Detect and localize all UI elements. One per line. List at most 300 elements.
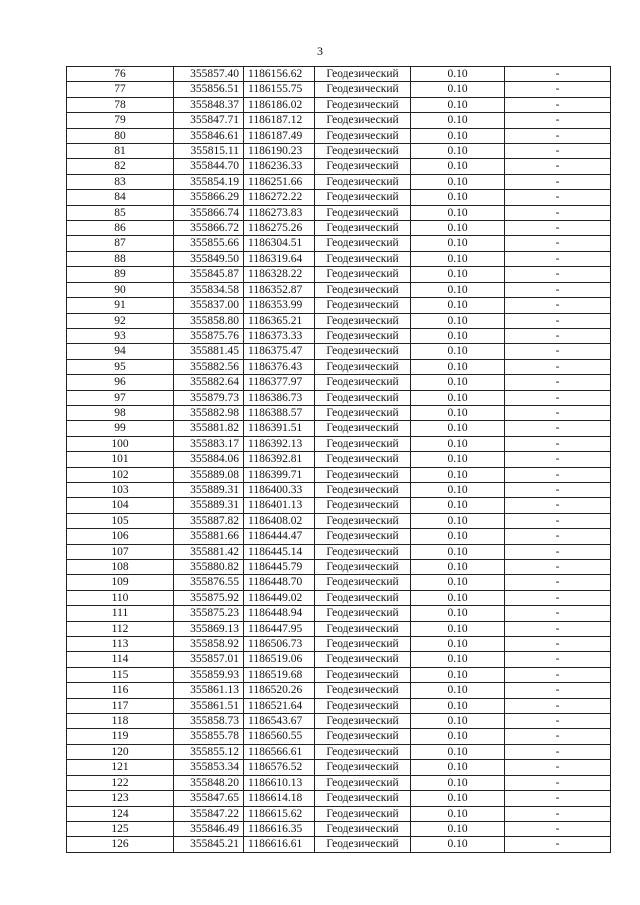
x-coordinate-cell: 355846.61 bbox=[174, 128, 244, 143]
accuracy-cell: 0.10 bbox=[411, 313, 505, 328]
x-coordinate-cell: 355861.51 bbox=[174, 698, 244, 713]
x-coordinate-cell: 355855.66 bbox=[174, 236, 244, 251]
x-coordinate-cell: 355846.49 bbox=[174, 821, 244, 836]
description-cell: - bbox=[505, 236, 611, 251]
table-row bbox=[67, 513, 611, 528]
point-number-cell: 105 bbox=[67, 513, 174, 528]
method-cell: Геодезический bbox=[315, 375, 411, 390]
point-number-cell: 119 bbox=[67, 729, 174, 744]
accuracy-cell: 0.10 bbox=[411, 190, 505, 205]
description-cell: - bbox=[505, 529, 611, 544]
description-cell: - bbox=[505, 359, 611, 374]
point-number-cell: 117 bbox=[67, 698, 174, 713]
description-cell: - bbox=[505, 405, 611, 420]
method-cell: Геодезический bbox=[315, 775, 411, 790]
x-coordinate-cell: 355881.42 bbox=[174, 544, 244, 559]
table-row bbox=[67, 544, 611, 559]
x-coordinate-cell: 355880.82 bbox=[174, 560, 244, 575]
x-coordinate-cell: 355881.45 bbox=[174, 344, 244, 359]
accuracy-cell: 0.10 bbox=[411, 221, 505, 236]
point-number-cell: 78 bbox=[67, 97, 174, 112]
y-coordinate-cell: 1186373.33 bbox=[244, 328, 315, 343]
table-row bbox=[67, 405, 611, 420]
table-row bbox=[67, 375, 611, 390]
point-number-cell: 104 bbox=[67, 498, 174, 513]
method-cell: Геодезический bbox=[315, 359, 411, 374]
method-cell: Геодезический bbox=[315, 267, 411, 282]
table-row bbox=[67, 159, 611, 174]
description-cell: - bbox=[505, 174, 611, 189]
x-coordinate-cell: 355866.29 bbox=[174, 190, 244, 205]
description-cell: - bbox=[505, 760, 611, 775]
coordinates-table-container bbox=[66, 66, 610, 853]
description-cell: - bbox=[505, 159, 611, 174]
accuracy-cell: 0.10 bbox=[411, 467, 505, 482]
table-row bbox=[67, 436, 611, 451]
point-number-cell: 96 bbox=[67, 375, 174, 390]
table-row bbox=[67, 282, 611, 297]
y-coordinate-cell: 1186560.55 bbox=[244, 729, 315, 744]
point-number-cell: 79 bbox=[67, 113, 174, 128]
y-coordinate-cell: 1186155.75 bbox=[244, 82, 315, 97]
accuracy-cell: 0.10 bbox=[411, 714, 505, 729]
description-cell: - bbox=[505, 452, 611, 467]
point-number-cell: 89 bbox=[67, 267, 174, 282]
method-cell: Геодезический bbox=[315, 575, 411, 590]
table-row bbox=[67, 390, 611, 405]
description-cell: - bbox=[505, 144, 611, 159]
x-coordinate-cell: 355882.56 bbox=[174, 359, 244, 374]
description-cell: - bbox=[505, 560, 611, 575]
accuracy-cell: 0.10 bbox=[411, 251, 505, 266]
y-coordinate-cell: 1186156.62 bbox=[244, 67, 315, 82]
method-cell: Геодезический bbox=[315, 159, 411, 174]
description-cell: - bbox=[505, 282, 611, 297]
description-cell: - bbox=[505, 128, 611, 143]
accuracy-cell: 0.10 bbox=[411, 97, 505, 112]
point-number-cell: 82 bbox=[67, 159, 174, 174]
accuracy-cell: 0.10 bbox=[411, 421, 505, 436]
x-coordinate-cell: 355858.80 bbox=[174, 313, 244, 328]
method-cell: Геодезический bbox=[315, 544, 411, 559]
x-coordinate-cell: 355847.22 bbox=[174, 806, 244, 821]
description-cell: - bbox=[505, 390, 611, 405]
method-cell: Геодезический bbox=[315, 405, 411, 420]
method-cell: Геодезический bbox=[315, 529, 411, 544]
point-number-cell: 90 bbox=[67, 282, 174, 297]
x-coordinate-cell: 355866.74 bbox=[174, 205, 244, 220]
table-row bbox=[67, 452, 611, 467]
method-cell: Геодезический bbox=[315, 806, 411, 821]
accuracy-cell: 0.10 bbox=[411, 498, 505, 513]
accuracy-cell: 0.10 bbox=[411, 590, 505, 605]
y-coordinate-cell: 1186519.06 bbox=[244, 652, 315, 667]
accuracy-cell: 0.10 bbox=[411, 821, 505, 836]
accuracy-cell: 0.10 bbox=[411, 575, 505, 590]
table-row bbox=[67, 128, 611, 143]
y-coordinate-cell: 1186365.21 bbox=[244, 313, 315, 328]
point-number-cell: 121 bbox=[67, 760, 174, 775]
accuracy-cell: 0.10 bbox=[411, 344, 505, 359]
method-cell: Геодезический bbox=[315, 513, 411, 528]
point-number-cell: 100 bbox=[67, 436, 174, 451]
table-row bbox=[67, 560, 611, 575]
description-cell: - bbox=[505, 67, 611, 82]
point-number-cell: 95 bbox=[67, 359, 174, 374]
x-coordinate-cell: 355856.51 bbox=[174, 82, 244, 97]
description-cell: - bbox=[505, 267, 611, 282]
accuracy-cell: 0.10 bbox=[411, 698, 505, 713]
method-cell: Геодезический bbox=[315, 282, 411, 297]
point-number-cell: 80 bbox=[67, 128, 174, 143]
y-coordinate-cell: 1186615.62 bbox=[244, 806, 315, 821]
description-cell: - bbox=[505, 683, 611, 698]
y-coordinate-cell: 1186400.33 bbox=[244, 482, 315, 497]
y-coordinate-cell: 1186391.51 bbox=[244, 421, 315, 436]
method-cell: Геодезический bbox=[315, 606, 411, 621]
y-coordinate-cell: 1186521.64 bbox=[244, 698, 315, 713]
method-cell: Геодезический bbox=[315, 97, 411, 112]
description-cell: - bbox=[505, 467, 611, 482]
x-coordinate-cell: 355879.73 bbox=[174, 390, 244, 405]
x-coordinate-cell: 355848.37 bbox=[174, 97, 244, 112]
description-cell: - bbox=[505, 652, 611, 667]
x-coordinate-cell: 355855.78 bbox=[174, 729, 244, 744]
y-coordinate-cell: 1186448.94 bbox=[244, 606, 315, 621]
y-coordinate-cell: 1186543.67 bbox=[244, 714, 315, 729]
table-row bbox=[67, 498, 611, 513]
method-cell: Геодезический bbox=[315, 190, 411, 205]
point-number-cell: 118 bbox=[67, 714, 174, 729]
accuracy-cell: 0.10 bbox=[411, 482, 505, 497]
description-cell: - bbox=[505, 344, 611, 359]
method-cell: Геодезический bbox=[315, 729, 411, 744]
coordinates-table bbox=[66, 66, 611, 853]
method-cell: Геодезический bbox=[315, 683, 411, 698]
point-number-cell: 101 bbox=[67, 452, 174, 467]
y-coordinate-cell: 1186377.97 bbox=[244, 375, 315, 390]
table-row bbox=[67, 590, 611, 605]
x-coordinate-cell: 355876.55 bbox=[174, 575, 244, 590]
y-coordinate-cell: 1186444.47 bbox=[244, 529, 315, 544]
accuracy-cell: 0.10 bbox=[411, 405, 505, 420]
x-coordinate-cell: 355845.87 bbox=[174, 267, 244, 282]
accuracy-cell: 0.10 bbox=[411, 390, 505, 405]
table-row bbox=[67, 421, 611, 436]
y-coordinate-cell: 1186386.73 bbox=[244, 390, 315, 405]
point-number-cell: 93 bbox=[67, 328, 174, 343]
y-coordinate-cell: 1186190.23 bbox=[244, 144, 315, 159]
description-cell: - bbox=[505, 482, 611, 497]
coordinates-table-body bbox=[67, 67, 611, 853]
point-number-cell: 81 bbox=[67, 144, 174, 159]
method-cell: Геодезический bbox=[315, 128, 411, 143]
method-cell: Геодезический bbox=[315, 560, 411, 575]
x-coordinate-cell: 355875.92 bbox=[174, 590, 244, 605]
y-coordinate-cell: 1186392.81 bbox=[244, 452, 315, 467]
method-cell: Геодезический bbox=[315, 637, 411, 652]
table-row bbox=[67, 729, 611, 744]
method-cell: Геодезический bbox=[315, 251, 411, 266]
accuracy-cell: 0.10 bbox=[411, 267, 505, 282]
description-cell: - bbox=[505, 421, 611, 436]
method-cell: Геодезический bbox=[315, 144, 411, 159]
point-number-cell: 113 bbox=[67, 637, 174, 652]
point-number-cell: 83 bbox=[67, 174, 174, 189]
description-cell: - bbox=[505, 744, 611, 759]
x-coordinate-cell: 355875.76 bbox=[174, 328, 244, 343]
table-row bbox=[67, 174, 611, 189]
accuracy-cell: 0.10 bbox=[411, 683, 505, 698]
x-coordinate-cell: 355889.31 bbox=[174, 498, 244, 513]
x-coordinate-cell: 355847.65 bbox=[174, 791, 244, 806]
method-cell: Геодезический bbox=[315, 344, 411, 359]
point-number-cell: 77 bbox=[67, 82, 174, 97]
description-cell: - bbox=[505, 97, 611, 112]
table-row bbox=[67, 221, 611, 236]
y-coordinate-cell: 1186506.73 bbox=[244, 637, 315, 652]
x-coordinate-cell: 355845.21 bbox=[174, 837, 244, 852]
point-number-cell: 108 bbox=[67, 560, 174, 575]
table-row bbox=[67, 144, 611, 159]
table-row bbox=[67, 760, 611, 775]
table-row bbox=[67, 482, 611, 497]
y-coordinate-cell: 1186566.61 bbox=[244, 744, 315, 759]
table-row bbox=[67, 190, 611, 205]
table-row bbox=[67, 806, 611, 821]
y-coordinate-cell: 1186616.61 bbox=[244, 837, 315, 852]
method-cell: Геодезический bbox=[315, 82, 411, 97]
method-cell: Геодезический bbox=[315, 421, 411, 436]
y-coordinate-cell: 1186353.99 bbox=[244, 298, 315, 313]
point-number-cell: 126 bbox=[67, 837, 174, 852]
point-number-cell: 103 bbox=[67, 482, 174, 497]
point-number-cell: 125 bbox=[67, 821, 174, 836]
table-row bbox=[67, 837, 611, 852]
x-coordinate-cell: 355859.93 bbox=[174, 667, 244, 682]
y-coordinate-cell: 1186401.13 bbox=[244, 498, 315, 513]
description-cell: - bbox=[505, 791, 611, 806]
point-number-cell: 86 bbox=[67, 221, 174, 236]
description-cell: - bbox=[505, 606, 611, 621]
description-cell: - bbox=[505, 436, 611, 451]
table-row bbox=[67, 113, 611, 128]
description-cell: - bbox=[505, 82, 611, 97]
y-coordinate-cell: 1186399.71 bbox=[244, 467, 315, 482]
x-coordinate-cell: 355844.70 bbox=[174, 159, 244, 174]
table-row bbox=[67, 267, 611, 282]
y-coordinate-cell: 1186352.87 bbox=[244, 282, 315, 297]
method-cell: Геодезический bbox=[315, 698, 411, 713]
y-coordinate-cell: 1186520.26 bbox=[244, 683, 315, 698]
description-cell: - bbox=[505, 375, 611, 390]
y-coordinate-cell: 1186236.33 bbox=[244, 159, 315, 174]
accuracy-cell: 0.10 bbox=[411, 760, 505, 775]
x-coordinate-cell: 355857.40 bbox=[174, 67, 244, 82]
table-row bbox=[67, 744, 611, 759]
y-coordinate-cell: 1186187.49 bbox=[244, 128, 315, 143]
method-cell: Геодезический bbox=[315, 482, 411, 497]
accuracy-cell: 0.10 bbox=[411, 652, 505, 667]
x-coordinate-cell: 355881.66 bbox=[174, 529, 244, 544]
description-cell: - bbox=[505, 621, 611, 636]
x-coordinate-cell: 355849.50 bbox=[174, 251, 244, 266]
method-cell: Геодезический bbox=[315, 652, 411, 667]
y-coordinate-cell: 1186273.83 bbox=[244, 205, 315, 220]
point-number-cell: 99 bbox=[67, 421, 174, 436]
accuracy-cell: 0.10 bbox=[411, 529, 505, 544]
description-cell: - bbox=[505, 775, 611, 790]
accuracy-cell: 0.10 bbox=[411, 606, 505, 621]
table-row bbox=[67, 775, 611, 790]
accuracy-cell: 0.10 bbox=[411, 298, 505, 313]
y-coordinate-cell: 1186408.02 bbox=[244, 513, 315, 528]
description-cell: - bbox=[505, 837, 611, 852]
x-coordinate-cell: 355858.92 bbox=[174, 637, 244, 652]
point-number-cell: 112 bbox=[67, 621, 174, 636]
point-number-cell: 114 bbox=[67, 652, 174, 667]
method-cell: Геодезический bbox=[315, 236, 411, 251]
accuracy-cell: 0.10 bbox=[411, 328, 505, 343]
description-cell: - bbox=[505, 113, 611, 128]
table-row bbox=[67, 313, 611, 328]
table-row bbox=[67, 205, 611, 220]
table-row bbox=[67, 359, 611, 374]
method-cell: Геодезический bbox=[315, 113, 411, 128]
accuracy-cell: 0.10 bbox=[411, 806, 505, 821]
description-cell: - bbox=[505, 513, 611, 528]
accuracy-cell: 0.10 bbox=[411, 775, 505, 790]
method-cell: Геодезический bbox=[315, 621, 411, 636]
description-cell: - bbox=[505, 313, 611, 328]
table-row bbox=[67, 236, 611, 251]
method-cell: Геодезический bbox=[315, 498, 411, 513]
accuracy-cell: 0.10 bbox=[411, 837, 505, 852]
method-cell: Геодезический bbox=[315, 467, 411, 482]
y-coordinate-cell: 1186449.02 bbox=[244, 590, 315, 605]
y-coordinate-cell: 1186616.35 bbox=[244, 821, 315, 836]
accuracy-cell: 0.10 bbox=[411, 544, 505, 559]
table-row bbox=[67, 67, 611, 82]
accuracy-cell: 0.10 bbox=[411, 144, 505, 159]
description-cell: - bbox=[505, 498, 611, 513]
table-row bbox=[67, 652, 611, 667]
y-coordinate-cell: 1186445.79 bbox=[244, 560, 315, 575]
point-number-cell: 120 bbox=[67, 744, 174, 759]
description-cell: - bbox=[505, 298, 611, 313]
x-coordinate-cell: 355854.19 bbox=[174, 174, 244, 189]
y-coordinate-cell: 1186448.70 bbox=[244, 575, 315, 590]
x-coordinate-cell: 355855.12 bbox=[174, 744, 244, 759]
point-number-cell: 107 bbox=[67, 544, 174, 559]
description-cell: - bbox=[505, 328, 611, 343]
table-row bbox=[67, 298, 611, 313]
point-number-cell: 85 bbox=[67, 205, 174, 220]
description-cell: - bbox=[505, 575, 611, 590]
accuracy-cell: 0.10 bbox=[411, 159, 505, 174]
x-coordinate-cell: 355857.01 bbox=[174, 652, 244, 667]
accuracy-cell: 0.10 bbox=[411, 621, 505, 636]
point-number-cell: 91 bbox=[67, 298, 174, 313]
x-coordinate-cell: 355834.58 bbox=[174, 282, 244, 297]
table-row bbox=[67, 791, 611, 806]
table-row bbox=[67, 529, 611, 544]
x-coordinate-cell: 355853.34 bbox=[174, 760, 244, 775]
method-cell: Геодезический bbox=[315, 837, 411, 852]
method-cell: Геодезический bbox=[315, 328, 411, 343]
accuracy-cell: 0.10 bbox=[411, 205, 505, 220]
y-coordinate-cell: 1186328.22 bbox=[244, 267, 315, 282]
table-row bbox=[67, 637, 611, 652]
point-number-cell: 110 bbox=[67, 590, 174, 605]
accuracy-cell: 0.10 bbox=[411, 359, 505, 374]
y-coordinate-cell: 1186186.02 bbox=[244, 97, 315, 112]
description-cell: - bbox=[505, 637, 611, 652]
accuracy-cell: 0.10 bbox=[411, 436, 505, 451]
accuracy-cell: 0.10 bbox=[411, 667, 505, 682]
table-row bbox=[67, 328, 611, 343]
accuracy-cell: 0.10 bbox=[411, 513, 505, 528]
accuracy-cell: 0.10 bbox=[411, 67, 505, 82]
y-coordinate-cell: 1186614.18 bbox=[244, 791, 315, 806]
method-cell: Геодезический bbox=[315, 221, 411, 236]
table-row bbox=[67, 82, 611, 97]
accuracy-cell: 0.10 bbox=[411, 113, 505, 128]
x-coordinate-cell: 355837.00 bbox=[174, 298, 244, 313]
point-number-cell: 98 bbox=[67, 405, 174, 420]
method-cell: Геодезический bbox=[315, 452, 411, 467]
description-cell: - bbox=[505, 221, 611, 236]
y-coordinate-cell: 1186447.95 bbox=[244, 621, 315, 636]
accuracy-cell: 0.10 bbox=[411, 560, 505, 575]
x-coordinate-cell: 355875.23 bbox=[174, 606, 244, 621]
y-coordinate-cell: 1186275.26 bbox=[244, 221, 315, 236]
point-number-cell: 87 bbox=[67, 236, 174, 251]
y-coordinate-cell: 1186610.13 bbox=[244, 775, 315, 790]
x-coordinate-cell: 355847.71 bbox=[174, 113, 244, 128]
table-row bbox=[67, 97, 611, 112]
table-row bbox=[67, 698, 611, 713]
y-coordinate-cell: 1186375.47 bbox=[244, 344, 315, 359]
point-number-cell: 106 bbox=[67, 529, 174, 544]
table-row bbox=[67, 467, 611, 482]
method-cell: Геодезический bbox=[315, 821, 411, 836]
table-row bbox=[67, 667, 611, 682]
table-row bbox=[67, 821, 611, 836]
method-cell: Геодезический bbox=[315, 67, 411, 82]
point-number-cell: 122 bbox=[67, 775, 174, 790]
y-coordinate-cell: 1186319.64 bbox=[244, 251, 315, 266]
description-cell: - bbox=[505, 698, 611, 713]
point-number-cell: 115 bbox=[67, 667, 174, 682]
point-number-cell: 124 bbox=[67, 806, 174, 821]
x-coordinate-cell: 355861.13 bbox=[174, 683, 244, 698]
description-cell: - bbox=[505, 821, 611, 836]
method-cell: Геодезический bbox=[315, 205, 411, 220]
method-cell: Геодезический bbox=[315, 174, 411, 189]
description-cell: - bbox=[505, 190, 611, 205]
point-number-cell: 102 bbox=[67, 467, 174, 482]
y-coordinate-cell: 1186187.12 bbox=[244, 113, 315, 128]
description-cell: - bbox=[505, 251, 611, 266]
point-number-cell: 123 bbox=[67, 791, 174, 806]
x-coordinate-cell: 355866.72 bbox=[174, 221, 244, 236]
method-cell: Геодезический bbox=[315, 744, 411, 759]
y-coordinate-cell: 1186376.43 bbox=[244, 359, 315, 374]
table-row bbox=[67, 714, 611, 729]
y-coordinate-cell: 1186445.14 bbox=[244, 544, 315, 559]
y-coordinate-cell: 1186251.66 bbox=[244, 174, 315, 189]
